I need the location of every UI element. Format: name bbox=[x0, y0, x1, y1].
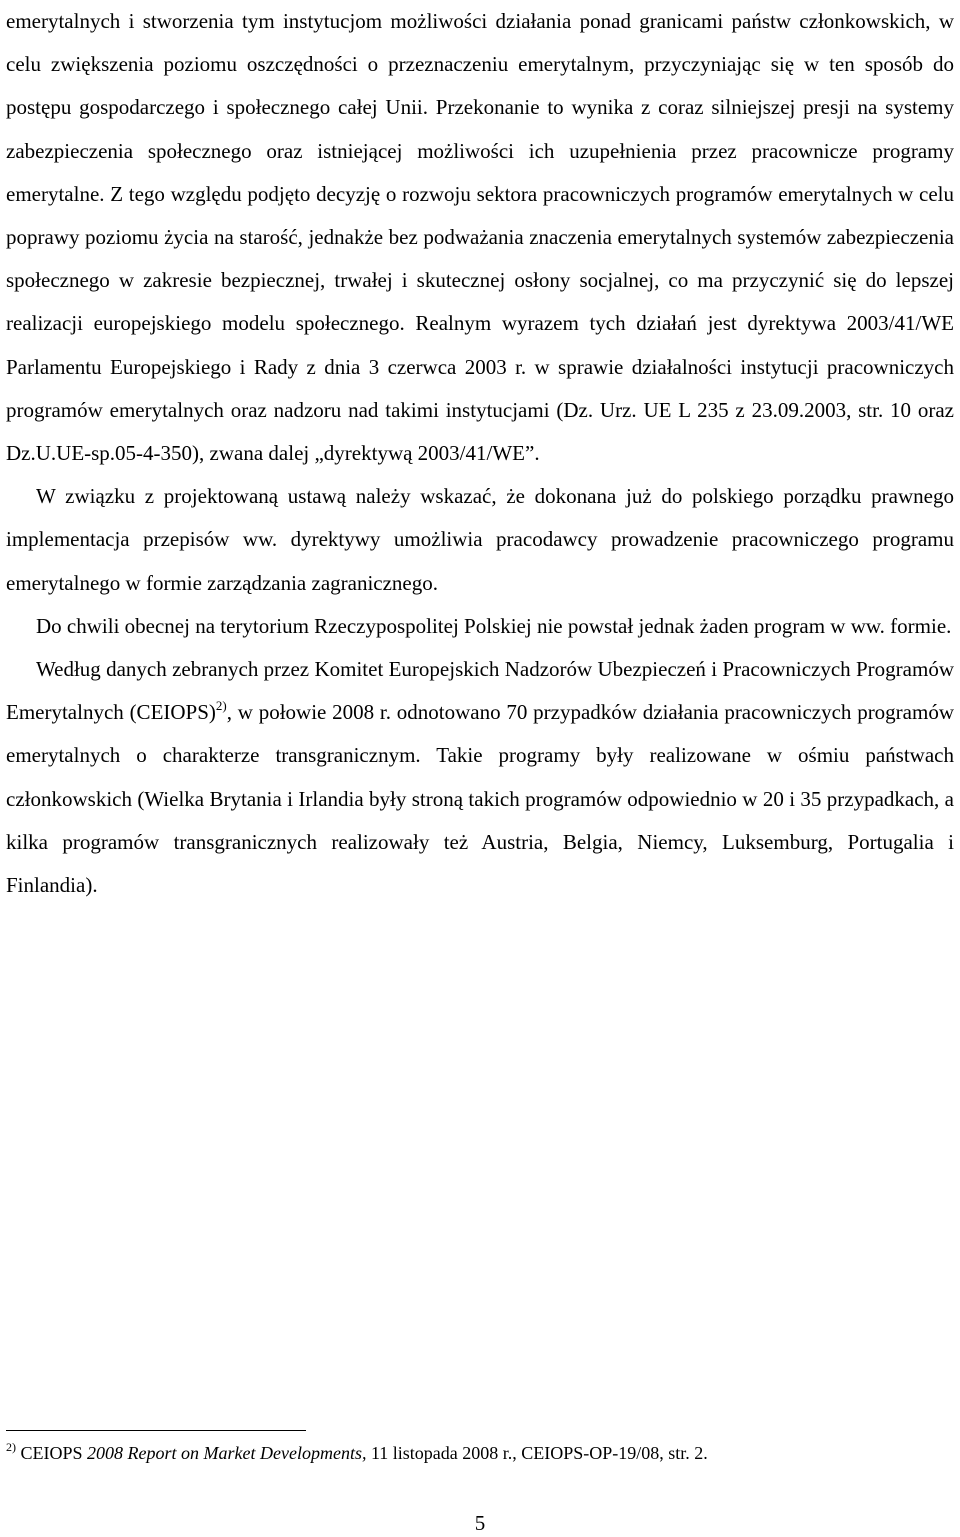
body-text bbox=[6, 0, 954, 907]
paragraph-4-text-after: , w połowie 2008 r. odnotowano 70 przypadków działania pracowniczych programów emerytalnych o charakterze transgranicznym. Takie programy były realizowane w ośmiu państwach członkowskich (Wielka Brytania i Irlandia były stroną takich programów odpowiednio w 20 i 35 przypadkach, a kilka programów transgranicznych realizowały też Austria, Belgia, Niemcy, Luksemburg, Portugalia i Finlandia). bbox=[6, 700, 955, 898]
footnote-reference: 2) bbox=[215, 698, 227, 714]
page-number: 5 bbox=[474, 1511, 486, 1535]
paragraph-2: W związku z projektowaną ustawą należy wskazać, że dokonana już do polskiego porządku prawnego implementacja przepisów ww. dyrektywy umożliwia pracodawcy prowadzenie pracowniczego programu emerytalnego w formie zarządzania zagranicznego. bbox=[6, 484, 954, 595]
footnote bbox=[6, 1440, 954, 1466]
footnote-prefix: CEIOPS bbox=[20, 1443, 88, 1463]
paragraph-4-text-before: Według danych zebranych przez Komitet Europejskich Nadzorów Ubezpieczeń i Pracowniczych Programów Emerytalnych (CEIOPS) bbox=[6, 657, 954, 725]
paragraph-1: emerytalnych i stworzenia tym instytucjom możliwości działania ponad granicami państw członkowskich, w celu zwiększenia poziomu oszczędności o przeznaczeniu emerytalnym, przyczyniając się w ten sposób do postępu gospodarczego i społecznego całej Unii. Przekonanie to wynika z coraz silniejszej presji na systemy zabezpieczenia społecznego oraz istniejącej możliwości ich uzupełnienia przez pracownicze programy emerytalne. Z tego względu podjęto decyzję o rozwoju sektora pracowniczych programów emerytalnych w celu poprawy poziomu życia na starość, jednakże bez podważania znaczenia emerytalnych systemów zabezpieczenia społecznego w zakresie bezpiecznej, trwałej i skutecznej osłony socjalnej, co ma przyczynić się do lepszej realizacji europejskiego modelu społecznego. Realnym wyrazem tych działań jest dyrektywa 2003/41/WE Parlamentu Europejskiego i Rady z dnia 3 czerwca 2003 r. w sprawie działalności instytucji pracowniczych programów emerytalnych oraz nadzoru nad takimi instytucjami (Dz. Urz. UE L 235 z 23.09.2003, str. 10 oraz Dz.U.UE-sp.05-4-350), zwana dalej „dyrektywą 2003/41/WE”. bbox=[6, 9, 954, 466]
paragraph-3: Do chwili obecnej na terytorium Rzeczypospolitej Polskiej nie powstał jednak żaden program w ww. formie. bbox=[36, 613, 952, 638]
footnote-divider bbox=[6, 1430, 306, 1431]
footnote-marker: 2) bbox=[6, 1440, 16, 1454]
document-page bbox=[6, 0, 954, 1537]
footnote-suffix: 11 listopada 2008 r., CEIOPS-OP-19/08, str. 2. bbox=[366, 1443, 708, 1463]
footnote-report-title: 2008 Report on Market Developments, bbox=[87, 1443, 367, 1463]
paragraph-4 bbox=[6, 648, 954, 907]
